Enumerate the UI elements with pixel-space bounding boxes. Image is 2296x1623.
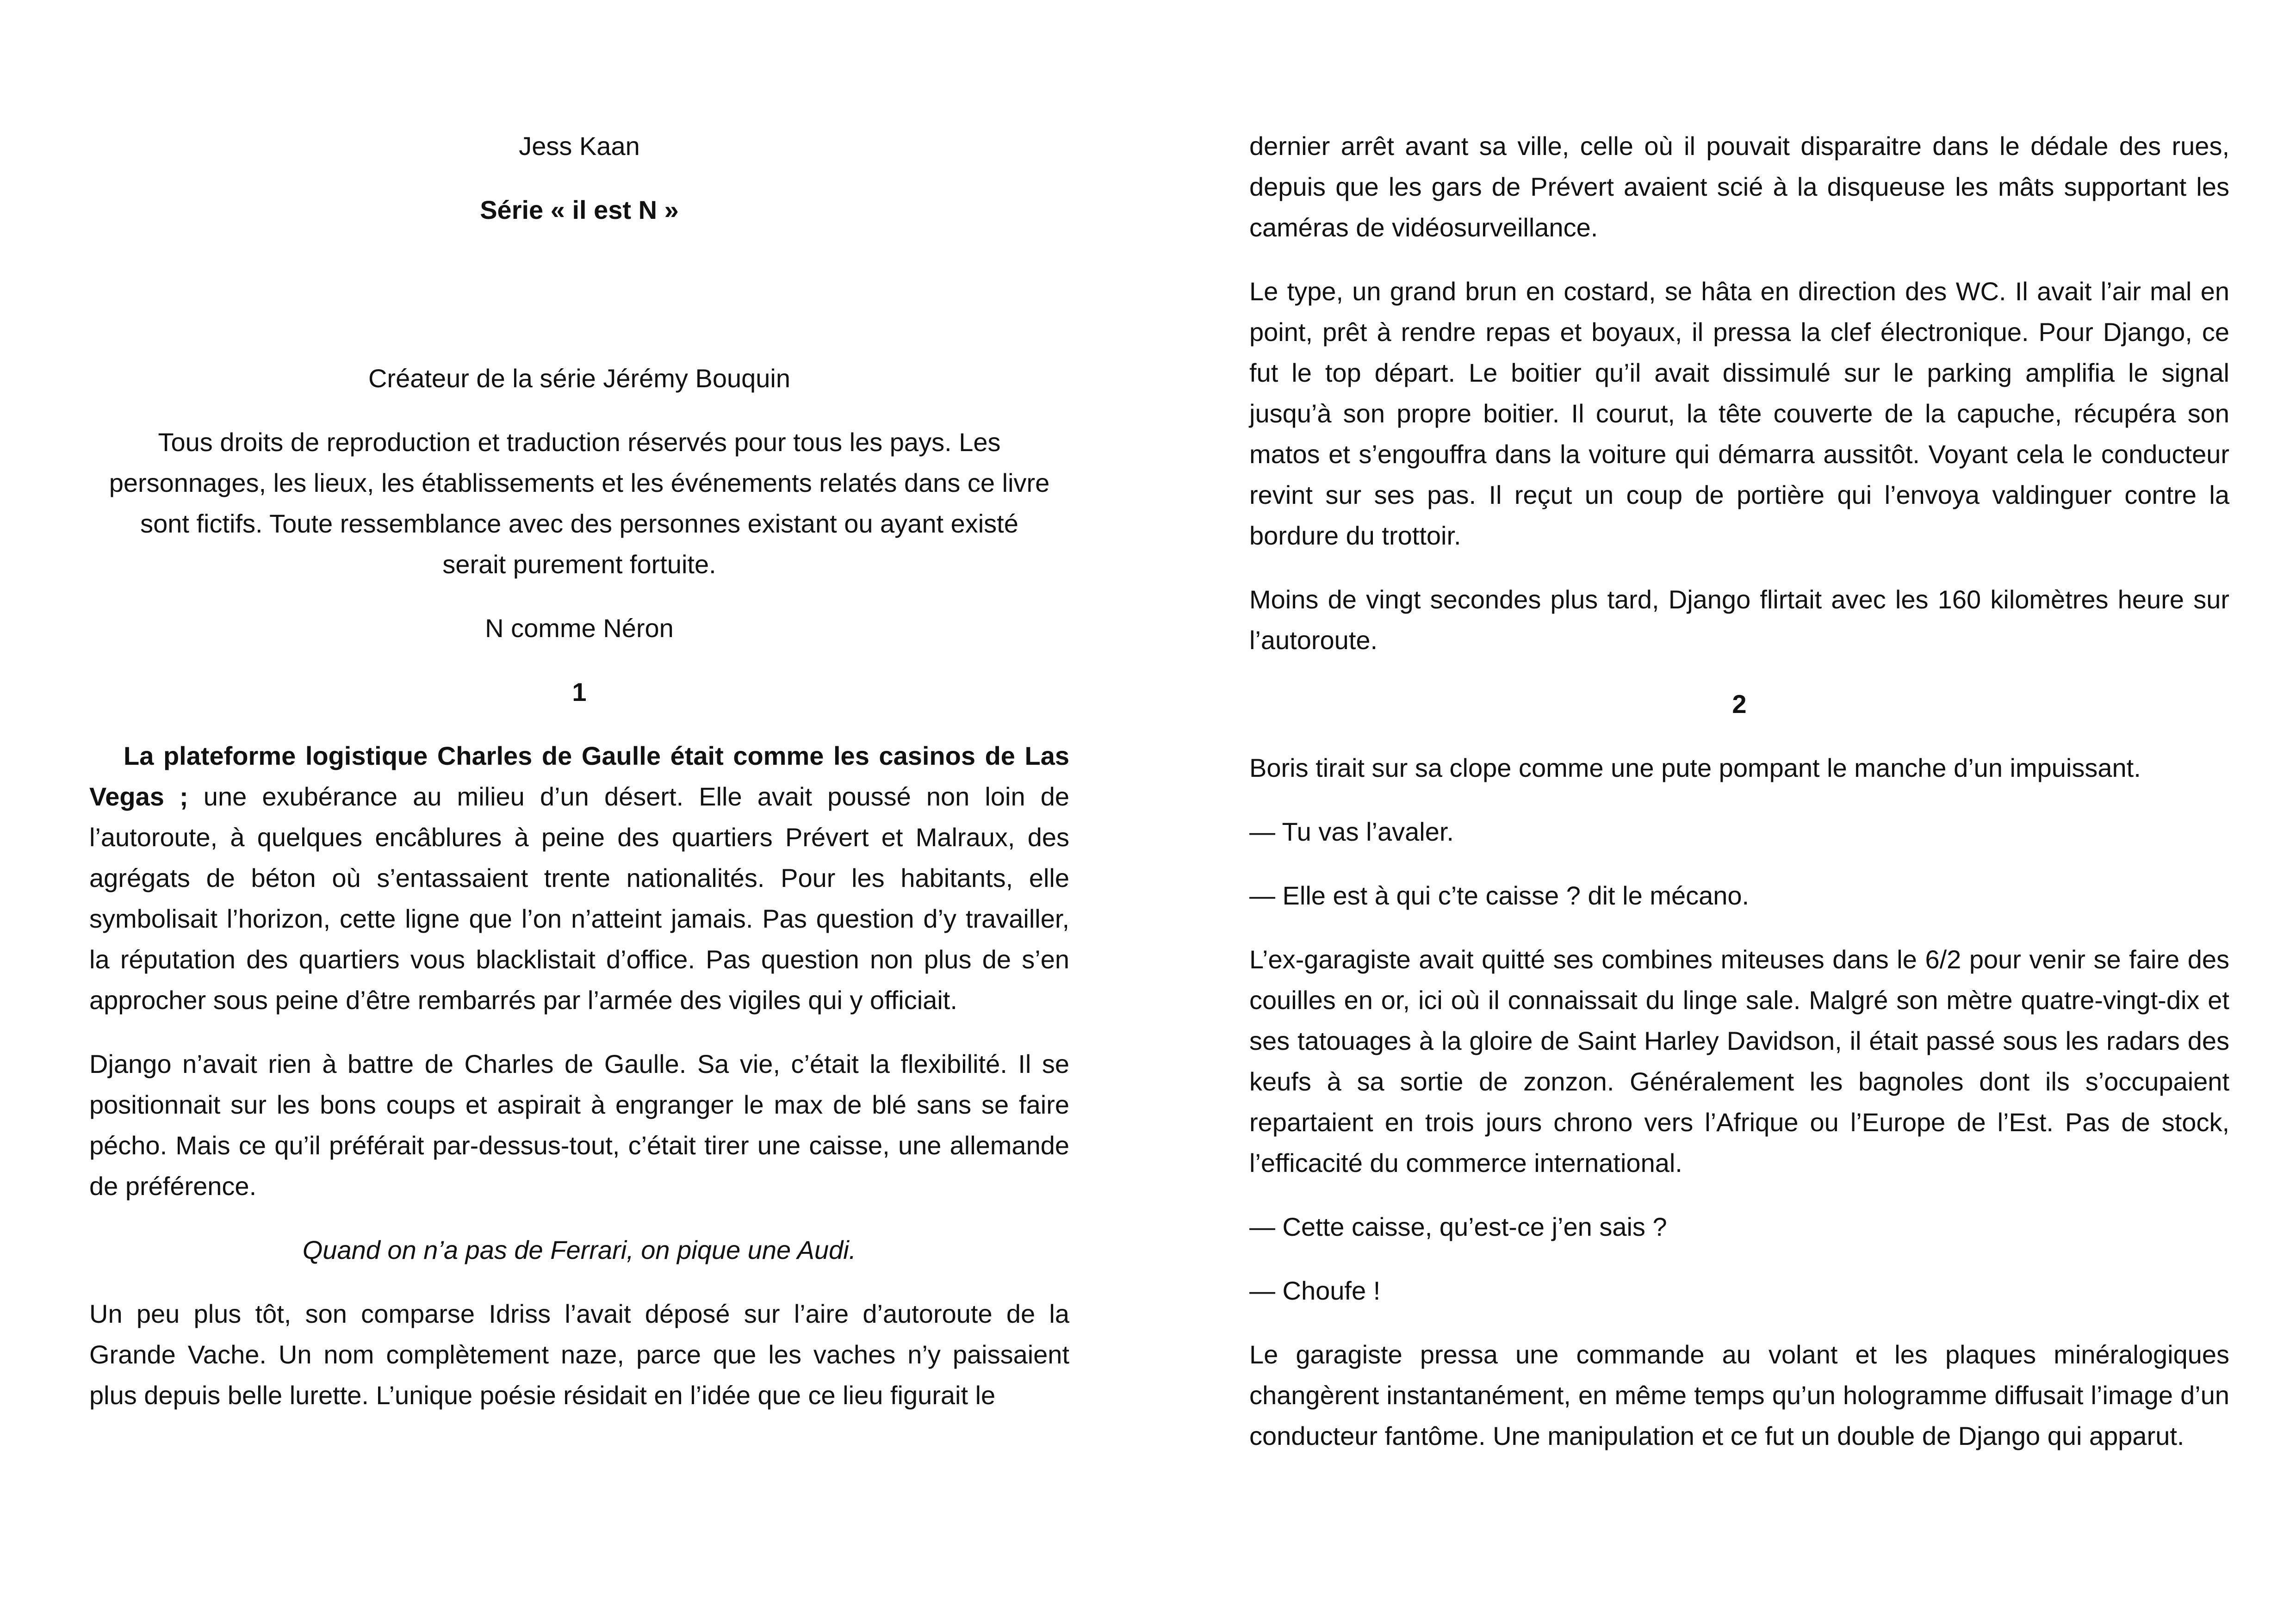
chapter-number-1: 1	[572, 677, 587, 706]
paragraph-right-2: Le type, un grand brun en costard, se hâta en direction des WC. Il avait l’air mal en point, prêt à rendre repas et boyaux, il pressa la clef électronique. Pour Django, ce fut le top départ. Le boitier qu’il avait dissimulé sur le parking amplifia le signal jusqu’à son propre boitier. Il courut, la tête couverte de la capuche, récupéra son matos et s’engouffra dans la voiture qui démarra aussitôt. Voyant cela le conducteur revint sur ses pas. Il reçut un coup de portière qui l’envoya valdinguer contre la bordure du trottoir.	[1249, 277, 2229, 550]
paragraph-1-text: une exubérance au milieu d’un désert. Elle avait poussé non loin de l’autoroute, à quelques encâblures à peine des quartiers Prévert et Malraux, des agrégats de béton où s’entassaient trente nationalités. Pour les habitants, elle symbolisait l’horizon, cette ligne que l’on n’atteint jamais. Pas question d’y travailler, la réputation des quartiers vous blacklistait d’office. Pas question non plus de s’en approcher sous peine d’être rembarrés par l’armée des vigiles qui y officiait.	[89, 782, 1070, 1015]
title-spacer	[89, 230, 1069, 358]
quote-line: Quand on n’a pas de Ferrari, on pique une Audi.	[302, 1235, 856, 1264]
dialogue-line-4: — Choufe !	[1249, 1276, 1381, 1305]
book-title: N comme Néron	[485, 613, 674, 643]
dialogue-line-1: — Tu vas l’avaler.	[1249, 817, 1454, 846]
paragraph-right-5: L’ex-garagiste avait quitté ses combines miteuses dans le 6/2 pour venir se faire des couilles en or, ici où il connaissait du linge sale. Malgré son mètre quatre-vingt-dix et ses tatouages à la gloire de Saint Harley Davidson, il était passé sous les radars des keufs à sa sortie de zonzon. Généralement les bagnoles dont ils s’occupaient repartaient en trois jours chrono vers l’Afrique ou l’Europe de l’Est. Pas de stock, l’efficacité du commerce international.	[1249, 945, 2229, 1177]
paragraph-3: Un peu plus tôt, son comparse Idriss l’avait déposé sur l’aire d’autoroute de la Grande Vache. Un nom complètement naze, parce que les vaches n’y paissaient plus depuis belle lurette. L’unique poésie résidait en l’idée que ce lieu figurait le	[89, 1299, 1069, 1410]
left-column	[89, 126, 1069, 1439]
series-creator: Créateur de la série Jérémy Bouquin	[368, 364, 791, 393]
dialogue-line-3: — Cette caisse, qu’est-ce j’en sais ?	[1249, 1212, 1667, 1241]
rights-notice: Tous droits de reproduction et traduction réservés pour tous les pays. Les personnages, les lieux, les établissements et les événements relatés dans ce livre sont fictifs. Toute ressemblance avec des personnes existant ou ayant existé serait purement fortuite.	[109, 427, 1050, 579]
paragraph-1-bold-lead: La plateforme logistique Charles de Gaulle était comme les casinos de Las Vegas ;	[89, 741, 1069, 811]
paragraph-right-4: Boris tirait sur sa clope comme une pute pompant le manche d’un impuissant.	[1249, 753, 2141, 782]
author-name: Jess Kaan	[519, 131, 640, 161]
paragraph-1	[89, 736, 1069, 1021]
paragraph-right-3: Moins de vingt secondes plus tard, Django flirtait avec les 160 kilomètres heure sur l’autoroute.	[1249, 585, 2229, 655]
series-title: Série « il est N »	[480, 195, 679, 224]
dialogue-line-2: — Elle est à qui c’te caisse ? dit le mécano.	[1249, 881, 1750, 910]
paragraph-right-6: Le garagiste pressa une commande au volant et les plaques minéralogiques changèrent instantanément, en même temps qu’un hologramme diffusait l’image d’un conducteur fantôme. Une manipulation et ce fut un double de Django qui apparut.	[1249, 1340, 2229, 1450]
chapter-number-2: 2	[1732, 689, 1747, 719]
paragraph-2: Django n’avait rien à battre de Charles de Gaulle. Sa vie, c’était la flexibilité. Il se positionnait sur les bons coups et aspirait à engranger le max de blé sans se faire pécho. Mais ce qu’il préférait par-dessus-tout, c’était tirer une caisse, une allemande de préférence.	[89, 1049, 1069, 1201]
paragraph-right-1: dernier arrêt avant sa ville, celle où il pouvait disparaitre dans le dédale des rues, depuis que les gars de Prévert avaient scié à la disqueuse les mâts supportant les caméras de vidéosurveillance.	[1249, 131, 2229, 242]
right-column	[1249, 126, 2229, 1480]
